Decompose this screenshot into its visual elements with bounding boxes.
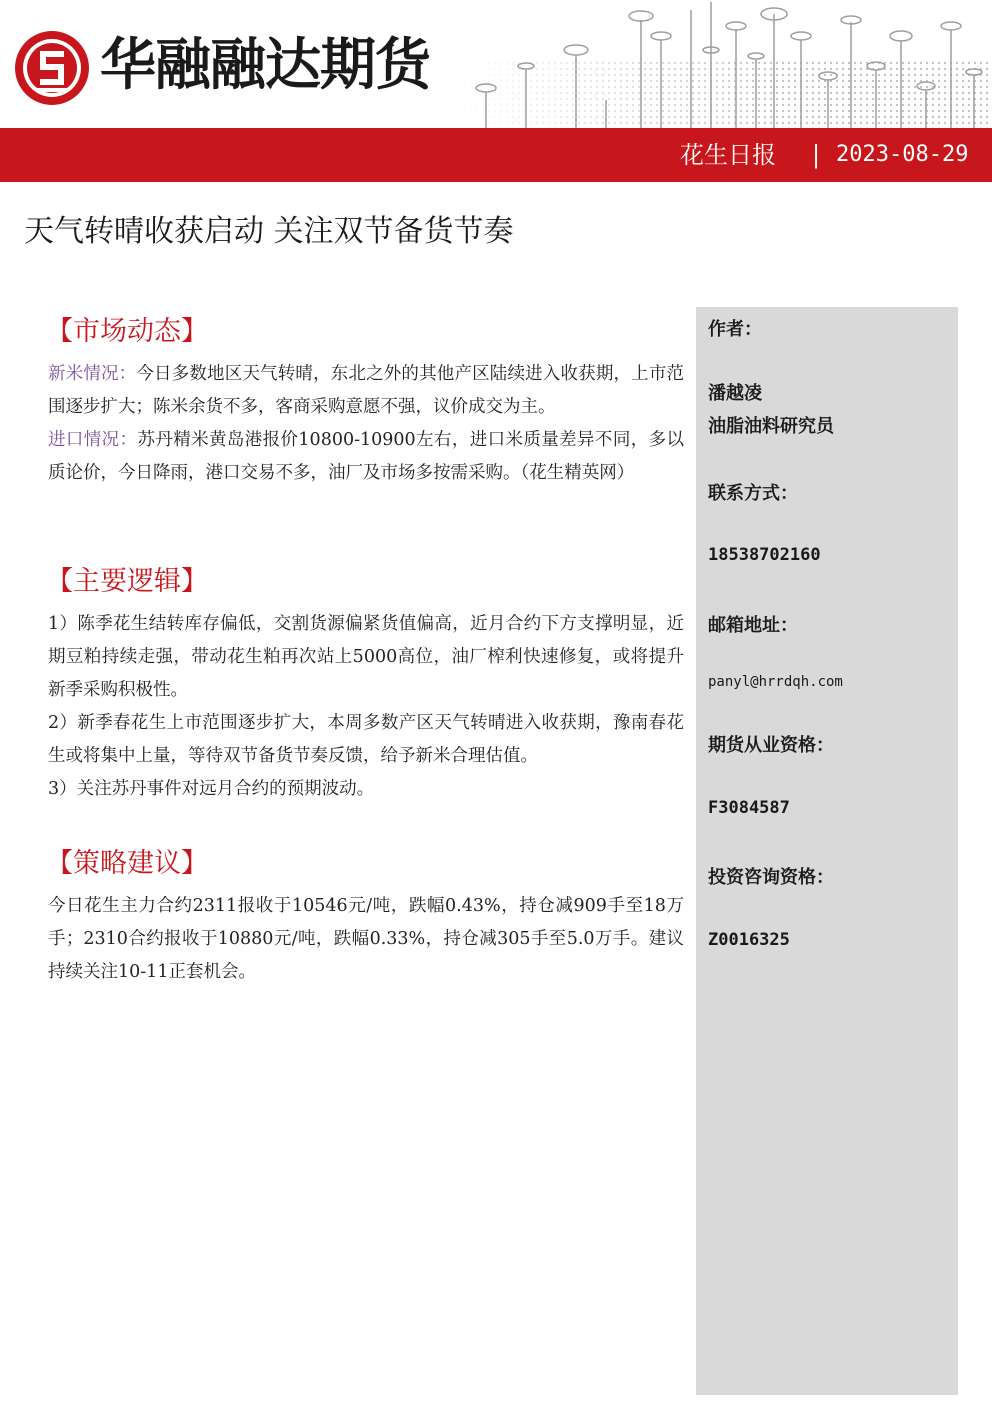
author-title: 油脂油料研究员: [708, 416, 834, 437]
decorative-graphic: [456, 0, 992, 128]
author-label: 作者：: [708, 319, 762, 340]
strategy-paragraph: 今日花生主力合约2311报收于10546元/吨，跌幅0.43%，持仓减909手至18万手；2310合约报收于10880元/吨，跌幅0.33%，持仓减305手至5.0万手。建议持续关注10-11正套机会。: [48, 896, 684, 982]
header-divider: |: [812, 141, 821, 169]
logic-item: 1）陈季花生结转库存偏低，交割货源偏紧货值偏高，近月合约下方支撑明显，近期豆粕持续走强，带动花生粕再次站上5000高位，油厂榨利快速修复，或将提升新季采购积极性。: [48, 614, 684, 700]
author-sidebar: [696, 307, 958, 1395]
header-band: [0, 128, 992, 182]
author-name: 潘越凌: [708, 383, 762, 404]
section-market: [48, 308, 684, 490]
section-heading-market: 【市场动态】: [46, 316, 208, 347]
report-type: 花生日报: [680, 141, 776, 169]
market-paragraph-import: [48, 424, 684, 490]
paragraph-lead: 新米情况：: [48, 364, 137, 384]
paragraph-lead: 进口情况：: [48, 430, 138, 450]
market-paragraph-new-rice: [48, 358, 684, 424]
futures-qualification-label: 期货从业资格：: [708, 735, 834, 756]
section-strategy: [48, 840, 684, 989]
paragraph-text: 苏丹精米黄岛港报价10800-10900左右，进口米质量差异不同，多以质论价，今日降雨，港口交易不多，油厂及市场多按需采购。（花生精英网）: [48, 430, 684, 483]
company-logo-icon: [12, 28, 92, 108]
contact-phone: 18538702160: [708, 545, 821, 565]
logic-item: 3）关注苏丹事件对远月合约的预期波动。: [48, 779, 375, 799]
logic-item: 2）新季春花生上市范围逐步扩大，本周多数产区天气转晴进入收获期，豫南春花生或将集中上量，等待双节备货节奏反馈，给予新米合理估值。: [48, 713, 684, 766]
report-title: 天气转晴收获启动 关注双节备货节奏: [24, 214, 514, 249]
section-logic: [48, 558, 684, 806]
email-label: 邮箱地址：: [708, 615, 798, 636]
consulting-qualification-label: 投资咨询资格：: [708, 867, 834, 888]
consulting-qualification-id: Z0016325: [708, 930, 790, 950]
paragraph-text: 今日多数地区天气转晴，东北之外的其他产区陆续进入收获期，上市范围逐步扩大；陈米余货不多，客商采购意愿不强，议价成交为主。: [48, 364, 684, 417]
report-date: 2023-08-29: [836, 142, 969, 167]
section-heading-logic: 【主要逻辑】: [46, 566, 208, 597]
contact-label: 联系方式：: [708, 483, 798, 504]
email-address[interactable]: panyl@hrrdqh.com: [708, 674, 843, 690]
section-heading-strategy: 【策略建议】: [46, 848, 208, 879]
report-header: [0, 0, 992, 182]
brand-name: 华融融达期货: [100, 33, 430, 98]
futures-qualification-id: F3084587: [708, 798, 790, 818]
